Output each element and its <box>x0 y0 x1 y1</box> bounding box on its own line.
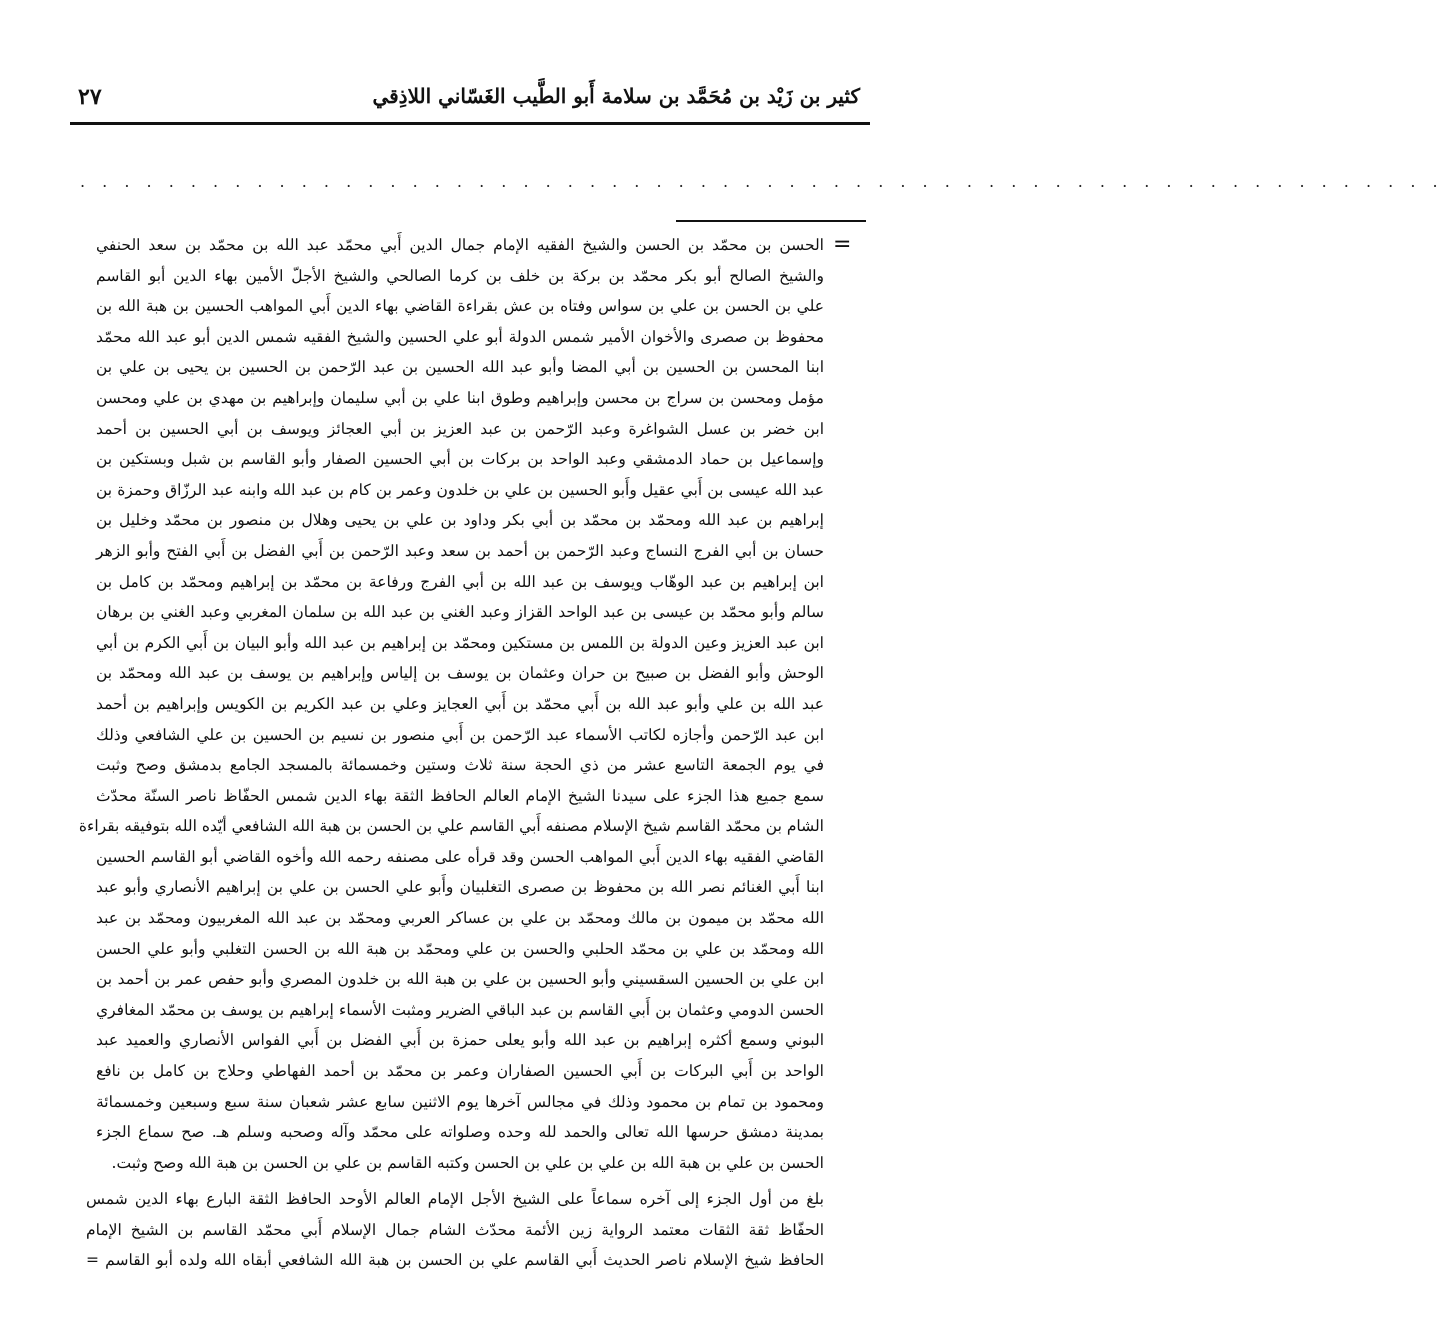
text-line: الواحد بن أَبي البركات بن أَبي الحسين الصفاران وعمر بن محمّد بن أحمد الفهاطي وحلاج بن كامل بن نافع <box>96 1062 824 1081</box>
text-line: حسان بن أبي الفرج النساج وعبد الرّحمن بن أحمد بن سعد وعبد الرّحمن بن أَبي الفضل بن أَبي الفتح وأبو الزهر <box>96 541 824 560</box>
running-header-title: كثير بن زَيْد بن مُحَمَّد بن سلامة أَبو الطَّيب الغَسّاني اللاذِقي <box>372 84 860 108</box>
footnote-block <box>78 230 824 1178</box>
text-line: عبد الله عيسى بن أَبي عقيل وأَبو الحسين بن علي بن خلدون وعمر بن كام بن عبد الله وابنه عبد الرزّاق وحمزة بن <box>96 480 824 499</box>
header-rule <box>70 122 870 125</box>
text-line: الحسن بن محمّد بن الحسن والشيخ الفقيه الإمام جمال الدين أَبي محمّد عبد الله بن محمّد بن سعد الحنفي <box>96 236 824 254</box>
dotted-separator: . . . . . . . . . . . . . . . . . . . . . . . . . . . . . . . . . . . . . . . . . . . . . . . . . . . . . . . . . . . . . . <box>80 172 1444 191</box>
text-line: ابن عبد الرّحمن وأجازه لكاتب الأسماء عبد الرّحمن بن أَبي منصور بن نسيم بن الحسين بن علي الشافعي وذلك <box>96 725 824 744</box>
text-line: القاضي الفقيه بهاء الدين أَبي المواهب الحسن وقد قرأه على مصنفه رحمه الله وأخوه القاضي أبو القاسم الحسين <box>96 847 824 866</box>
text-line: ابن عبد العزيز وعين الدولة بن اللمس بن مستكين ومحمّد بن إبراهيم بن عبد الله وأبو البيان بن أَبي الكرم بن أبي <box>96 633 824 652</box>
text-line: علي بن الحسن بن علي بن سواس وفتاه بن عش بقراءة القاضي بهاء الدين أَبي المواهب الحسين بن هبة الله بن <box>96 297 824 316</box>
text-line: ابنا أَبي الغنائم نصر الله بن محفوظ بن صصرى التغلبيان وأَبو علي الحسن بن علي بن إبراهيم الأنصاري وأبو عبد <box>96 878 824 897</box>
text-line: مؤمل ومحسن بن سراج بن محسن وإبراهيم وطوق ابنا علي بن أبي سليمان وإبراهيم بن مهدي بن علي ومحسن <box>96 388 824 407</box>
continuation-marker: = <box>833 232 852 257</box>
text-line: محفوظ بن صصرى والأخوان الأمير شمس الدولة أبو علي الحسين والشيخ الفقيه شمس الدين أبو عبد الله محمّد <box>96 327 824 346</box>
text-line: بلغ من أول الجزء إلى آخره سماعاً على الشيخ الأجل الإمام العالم الأوحد الحافظ الثقة البارع بهاء الدين شمس <box>86 1190 824 1208</box>
text-line: الله ومحمّد بن علي بن محمّد الحلبي والحسن بن علي ومحمّد بن هبة الله بن الحسن التغلبي وأبو علي الحسن <box>96 939 824 958</box>
page-number: ٢٧ <box>78 84 102 110</box>
text-line: الحفّاظ ثقة الثقات معتمد الرواية زين الأئمة محدّث الشام جمال الإسلام أَبي محمّد القاسم بن الشيخ الإمام <box>86 1220 824 1239</box>
text-line: وإسماعيل بن حماد الدمشقي وعبد الواحد بن بركات بن أبي الحسين الصفار وأبو القاسم بن شبل وبستكين بن <box>96 450 824 469</box>
text-line: الحافظ شيخ الإسلام ناصر الحديث أَبي القاسم علي بن الحسن بن هبة الله الشافعي أبقاه الله ولده أبو القاسم = <box>86 1251 824 1270</box>
text-line: عبد الله بن علي وأبو عبد الله بن أَبي محمّد بن أَبي العجايز وعلي بن عبد الكريم بن الكويس وإبراهيم بن أحمد <box>96 694 824 713</box>
text-line: الله محمّد بن ميمون بن مالك ومحمّد بن علي بن عساكر العربي ومحمّد بن عبد الله المغربيون ومحمّد بن عبد <box>96 909 824 928</box>
text-line: ابن علي بن الحسين السقسيني وأبو الحسين بن علي بن هبة الله بن خلدون المصري وأبو حفص عمر بن أحمد بن <box>96 970 824 989</box>
text-line: سالم وأبو محمّد بن عيسى بن عبد الواحد القزاز وعبد الغني بن عبد الله بن سلمان المغربي وعبد الغني بن برهان <box>96 603 824 622</box>
text-line: الشام بن محمّد القاسم شيخ الإسلام مصنفه أَبي القاسم علي بن الحسن بن هبة الله الشافعي أيّده الله بتوفيقه بقراءة <box>78 817 824 836</box>
text-line: الحسن الدومي وعثمان بن أَبي القاسم بن عبد الباقي الضرير ومثبت الأسماء إبراهيم بن يوسف بن محمّد المغافري <box>96 1000 824 1019</box>
text-line: في يوم الجمعة التاسع عشر من ذي الحجة سنة ثلاث وستين وخمسمائة بالمسجد الجامع بدمشق وصح وثبت <box>96 756 824 775</box>
text-line: البوني وسمع أكثره إبراهيم بن عبد الله وأبو يعلى حمزة بن أَبي الفضل بن أَبي الفواس الأنصاري والعميد عبد <box>96 1031 824 1050</box>
text-line: بمدينة دمشق حرسها الله تعالى والحمد لله وحده وصلواته على محمّد وآله وصحبه وسلم هـ. صح سماع الجزء <box>96 1123 824 1142</box>
text-line: سمع جميع هذا الجزء على سيدنا الشيخ الإمام العالم الحافظ الثقة بهاء الدين شمس الحفّاظ ناصر السنّة محدّث <box>96 786 824 805</box>
text-line: ابن خضر بن عسل الشواغرة وعبد الرّحمن بن عبد العزيز بن أبي العجائز ويوسف بن أبي الحسين بن أحمد <box>96 419 824 438</box>
text-line: الحسن بن علي بن هبة الله بن علي بن علي بن الحسن وكتبه القاسم بن علي بن الحسن بن هبة الله وصح وثبت. <box>111 1153 824 1172</box>
text-line: الوحش وأبو الفضل بن صبيح بن حران وعثمان بن يوسف بن إلياس وإبراهيم بن يوسف بن عبد الله ومحمّد بن <box>96 664 824 683</box>
footnote-block-second <box>86 1184 824 1276</box>
text-line: ومحمود بن تمام بن محمود وذلك في مجالس آخرها يوم الاثنين سابع عشر شعبان سنة سبع وسبعين وخمسمائة <box>96 1092 824 1111</box>
text-line: ابن إبراهيم بن عبد الوهّاب ويوسف بن عبد الله بن أبي الفرج ورفاعة بن محمّد بن إبراهيم ومحمّد بن كامل بن <box>96 572 824 591</box>
text-line: إبراهيم بن عبد الله ومحمّد بن محمّد بن أبي بكر وداود بن علي بن يحيى وهلال بن منصور بن محمّد وخليل بن <box>96 511 824 530</box>
text-line: والشيخ الصالح أبو بكر محمّد بن بركة بن خلف بن كرما الصالحي والشيخ الأجلّ الأمين بهاء الدين أبو القاسم <box>96 266 824 285</box>
text-line: ابنا المحسن بن الحسين بن أبي المضا وأبو عبد الله الحسين بن عبد الرّحمن بن الحسين بن يحيى بن علي بن <box>96 358 824 377</box>
footnote-rule <box>676 220 866 222</box>
